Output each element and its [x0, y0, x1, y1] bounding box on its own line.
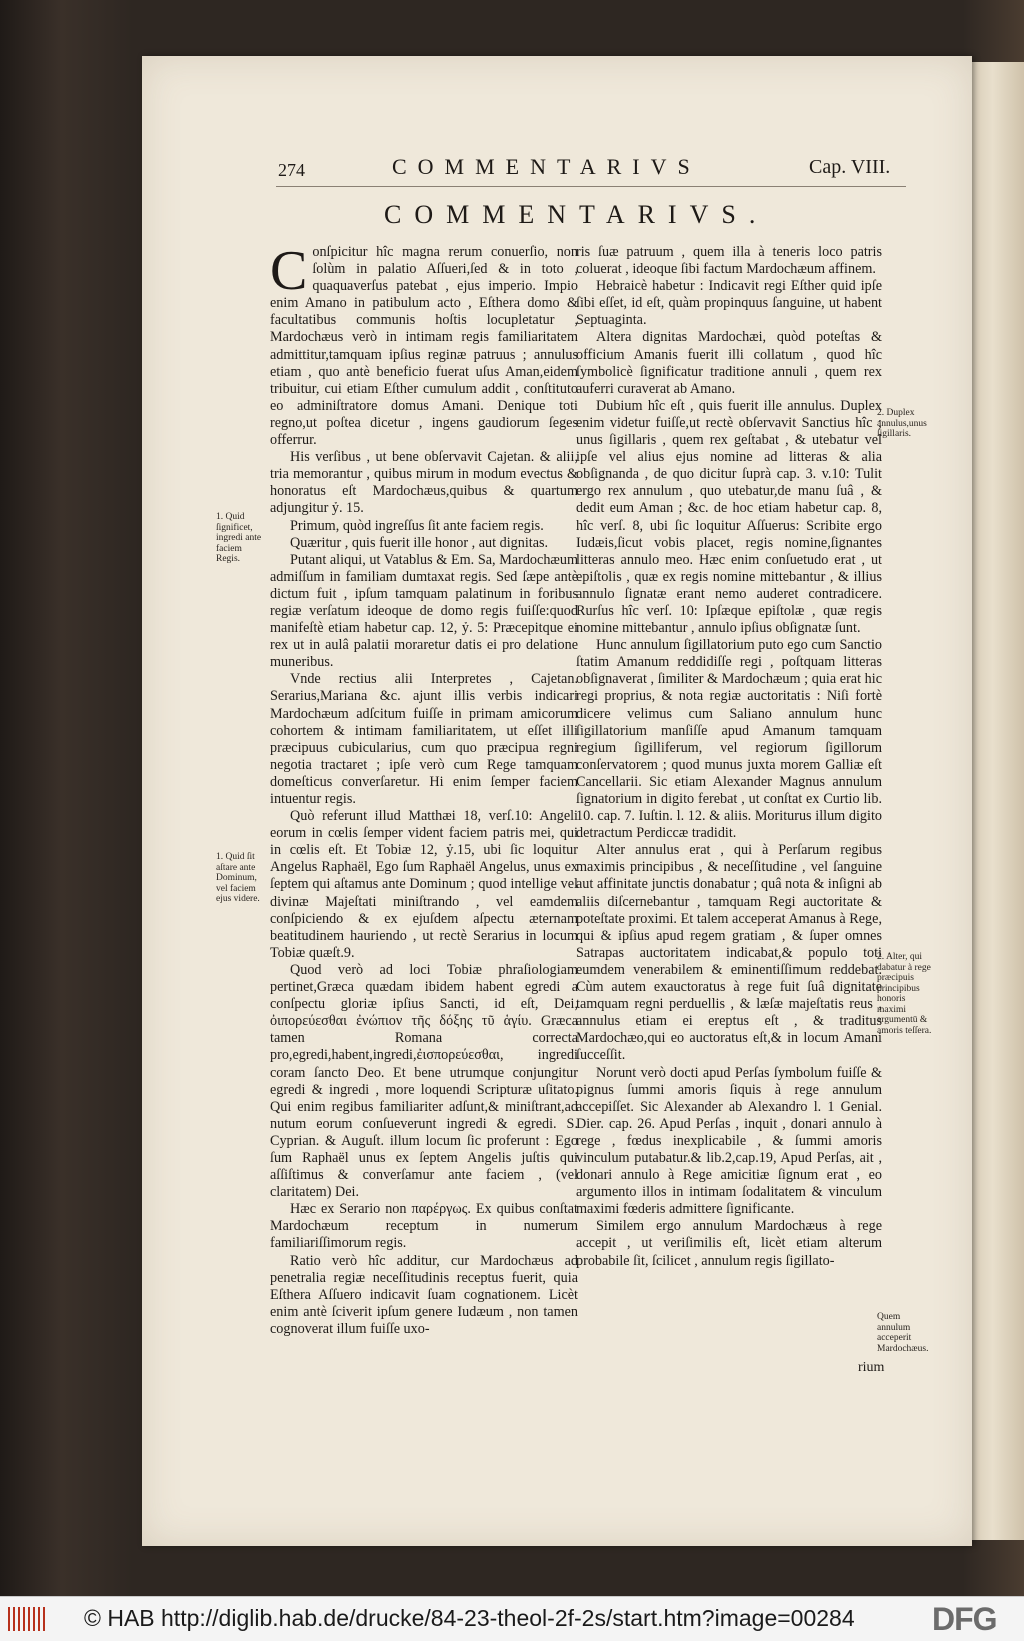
header-rule — [276, 186, 906, 187]
adjacent-page-edge — [972, 62, 1024, 1540]
paragraph: Putant aliqui, ut Vatablus & Em. Sa, Mardochæum admiſſum in familiam dumtaxat regis. Sed ſæpe antè dictum fuit , ipſum tamquam palatinum in foribus regiæ verſatum ideoque de domo regis fuiſſe:quod manifeſtè etiam habetur cap. 12, ỷ. 5: Præcepitque ei rex ut in aulâ palatii moraretur datis ei pro delatione muneribus. — [270, 551, 578, 671]
margin-note: Quem annulum acceperit Mardochæus. — [877, 1312, 929, 1354]
margin-note: 2. Duplex annulus,unus ſigillaris. — [877, 408, 927, 439]
paragraph: Altera dignitas Mardochæi, quòd poteſtas & officium Amanis fuerit illi collatum , quod hîc ſymbolicè ſignificatur traditione annuli , quem rex auferri curaverat ab Amano. — [576, 329, 882, 397]
paragraph: Quò referunt illud Matthæi 18, verſ.10: Angeli eorum in cœlis ſemper vident faciem patris mei, qui in cœlis eſt. Et Tobiæ 12, ỷ.15, ubi ſic loquitur Angelus Raphaël, Ego ſum Raphaël Angelus, unus ex ſeptem qui aſtamus ante Dominum ; quod intellige vel divinæ Majeſtati miniſtrando , vel eamdem conſpiciendo & ex ejuſdem aſpectu æternam beatitudinem hauriendo , ut rectè Serarius in locum Tobiæ quæſt.9. — [270, 808, 578, 961]
paragraph: Hebraicè habetur : Indicavit regi Eſther quid ipſe ſibi eſſet, id eſt, quàm propinquus ſanguine, ut habent Septuaginta. — [576, 278, 882, 329]
dfg-logo: DFG — [932, 1601, 997, 1637]
paragraph: Ratio verò hîc additur, cur Mardochæus ad penetralia regiæ neceſſitudinis receptus fuerit, quia Eſthera Aſſuero indicavit ſuam cognationem. Licèt enim antè ſciverit ipſum genere Iudæum , non tamen cognoverat illum fuiſſe uxo- — [270, 1252, 578, 1337]
paragraph: Primum, quòd ingreſſus ſit ante faciem regis. — [290, 517, 544, 534]
paragraph — [270, 240, 578, 449]
page-number: 274 — [278, 160, 305, 180]
paragraph: His verſibus , ut bene obſervavit Cajetan. & alii, tria memorantur , quibus mirum in modum evectus & honoratus eſt Mardochæus,quibus & quartum adjungitur ỷ. 15. — [270, 449, 578, 517]
footer-bar — [0, 1596, 1024, 1641]
book-page — [142, 56, 972, 1546]
paragraph: Quæritur , quis fuerit ille honor , aut dignitas. — [290, 534, 549, 551]
paragraph: Alter annulus erat , qui à Perſarum regibus maximis principibus , & neceſſitudine , vel ſanguine aut affinitate junctis donabatur ; quâ nota & inſigni ab aliis diſcernebantur , tamquam Regi auctoritate & poteſtate proximi. Et talem acceperat Amanus à Rege, qui & ipſius apud regem gratiam , & ſuper omnes Satrapas auctoritatem indicabat,& populo toti eumdem venerabilem & eminentiſſimum reddebat. Cùm autem exauctoratus à rege fuit ſuâ dignitate tamquam regni perduellis , & læſæ majeſtatis reus , annulus etiam ei ereptus eſt , & traditus Mardochæo,qui eo auctoratus eſt,& in locum Amani ſucceſſit. — [576, 842, 882, 1064]
paragraph: Hæc ex Serario non παρέργως. Ex quibus conſtat Mardochæum receptum in numerum familiariſſimorum regis. — [270, 1201, 578, 1252]
copyright-url[interactable]: © HAB http://diglib.hab.de/drucke/84-23-theol-2f-2s/start.htm?image=00284 — [84, 1605, 855, 1631]
paragraph: Dubium hîc eſt , quis fuerit ille annulus. Duplex enim videtur fuiſſe,ut rectè obſervavit Sanctius hîc ; unus ſigillaris , quem rex geſtabat , & utebatur vel ipſe vel alius ejus nomine ad litteras & alia obſignanda , de quo dicitur ſuprà cap. 3. v.10: Tulit ergo rex annulum , quo utebatur,de manu ſuâ , & dedit eum Aman ; &c. de hoc etiam habetur cap. 8, hîc verſ. 8, ubi ſic loquitur Aſſuerus: Scribite ergo Iudæis,ſicut vobis placet, regis nomine,ſignantes litteras annulo meo. Hæc enim conſuetudo erat , ut epiſtolis , quæ ex regis nomine mittebantur , & illius annulo ſignatæ erant nemo auderet contradicere. Rurſus hîc verſ. 10: Ipſæque epiſtolæ , quæ regis nomine mittebantur , annulo ipſius obſignatæ ſunt. — [576, 397, 882, 637]
paragraph: Similem ergo annulum Mardochæus à rege accepit , ut veriſimilis eſt, licèt etiam alterum probabile ſit, ſcilicet , annulum regis ſigillato- — [576, 1218, 882, 1269]
running-title: COMMENTARIVS — [392, 154, 701, 179]
paragraph: ris ſuæ patruum , quem illa à teneris loco patris coluerat , ideoque ſibi factum Mardochæum affinem. — [576, 244, 882, 278]
paragraph: Quod verò ad loci Tobiæ phraſiologiam pertinet,Græca quædam ibidem habent egredi a conſpectu gloriæ ipſius Sancti, id eſt, Dei, ὀιπορεύεσθαι ἐνώπιον τῆς δόξης τῦ ἁγίυ. Græca tamen Romana correcta pro,egredi,habent,ingredi,ἐισπορεύεσθαι, ingredi coram ſancto Deo. Et bene utrumque conjungitur egredi & ingredi , more loquendi Scripturæ uſitato. Qui enim regibus familiariter adſunt,& miniſtrant,ad nutum eorum conſueverunt ingredi & egredi. S. Cyprian. & Auguſt. illum locum ſic proferunt : Ego ſum Raphaël unus ex ſeptem Angelis juſtis qui aſſiſtimus & converſamur ante faciem , (vel claritatem) Dei. — [270, 961, 578, 1201]
paragraph-text: onſpicitur hîc magna rerum conuerſio, non ſolùm in palatio Aſſueri,ſed & in toto , quaquaverſus patebat , ejus imperio. Impio enim Amano in patibulum acto , Eſthera domo & facultatibus communis hoſtis locupletatur , Mardochæus verò in intimam regis familiaritatem admittitur,tamquam ipſius reginæ patruus ; annulus etiam , quo antè beneficio fuerat uſus Aman,eidem tribuitur, cui etiam Eſther cumulum addit , conſtituto eo adminiſtratore domus Amani. Denique toti regno,ut poſtea dicetur , ingens gaudiorum ſeges offerrur. — [270, 244, 578, 449]
paragraph: Norunt verò docti apud Perſas ſymbolum fuiſſe & pignus ſummi amoris ſiquis à rege annulum accepiſſet. Sic Alexander ab Alexandro l. 1 Genial. Dier. cap. 26. Apud Perſas , inquit , donari annulo à rege , fœdus inexplicabile , & ſummi amoris vinculum putabatur.& lib.2,cap.19, Apud Perſas, ait , donari annulo à Rege amicitiæ ſignum erat , eo argumento illos in intimam ſodalitatem & vinculum maximi fœderis admittere ſignificante. — [576, 1064, 882, 1218]
section-title: COMMENTARIVS. — [384, 200, 769, 229]
left-column — [270, 240, 578, 1338]
catchword: rium — [858, 1360, 885, 1375]
drop-cap: C — [270, 240, 308, 302]
margin-note: 2. Alter, qui dabatur à rege præcipuis principibus honoris maximi argumentū & amoris teſſera. — [877, 952, 932, 1036]
barcode-icon — [8, 1607, 48, 1631]
right-column — [576, 244, 882, 1270]
paragraph: Vnde rectius alii Interpretes , Cajetan. Serarius,Mariana &c. ajunt illis verbis indicari Mardochæum adſcitum fuiſſe in primam amicorum cohortem & intimam familiaritatem, ut eſſet illi præcipuus cubicularius, cum quo præcipua regni negotia tractaret ; ipſe verò cum Rege tamquam domeſticus converſaretur. Hi enim ſemper faciem intuentur regis. — [270, 671, 578, 807]
margin-note: 1. Quid ſignificet, ingredi ante faciem Regis. — [216, 512, 262, 564]
chapter-label: Cap. VIII. — [809, 156, 891, 178]
margin-note: 1. Quid ſit aſtare ante Dominum, vel faciem ejus videre. — [216, 852, 260, 904]
paragraph: Hunc annulum ſigillatorium puto ego cum Sanctio ſtatim Amanum reddidiſſe regi , poſtquam litteras obſignaverat , ſimiliter & Mardochæum ; quia erat hic regi proprius, & nota regiæ auctoritatis : Niſi fortè dicere velimus cum Saliano annulum hunc ſigillatorium manſiſſe apud Amanum tamquam regium ſigilliferum, vel regiorum ſigillorum conſervatorem ; quod munus juxta morem Galliæ eſt Cancellarii. Sic etiam Alexander Magnus annulum ſignatorium in digito ferebat , ut conſtat ex Curtio lib. 10. cap. 7. Iuſtin. l. 12. & aliis. Moriturus illum digito detractum Perdiccæ tradidit. — [576, 637, 882, 842]
